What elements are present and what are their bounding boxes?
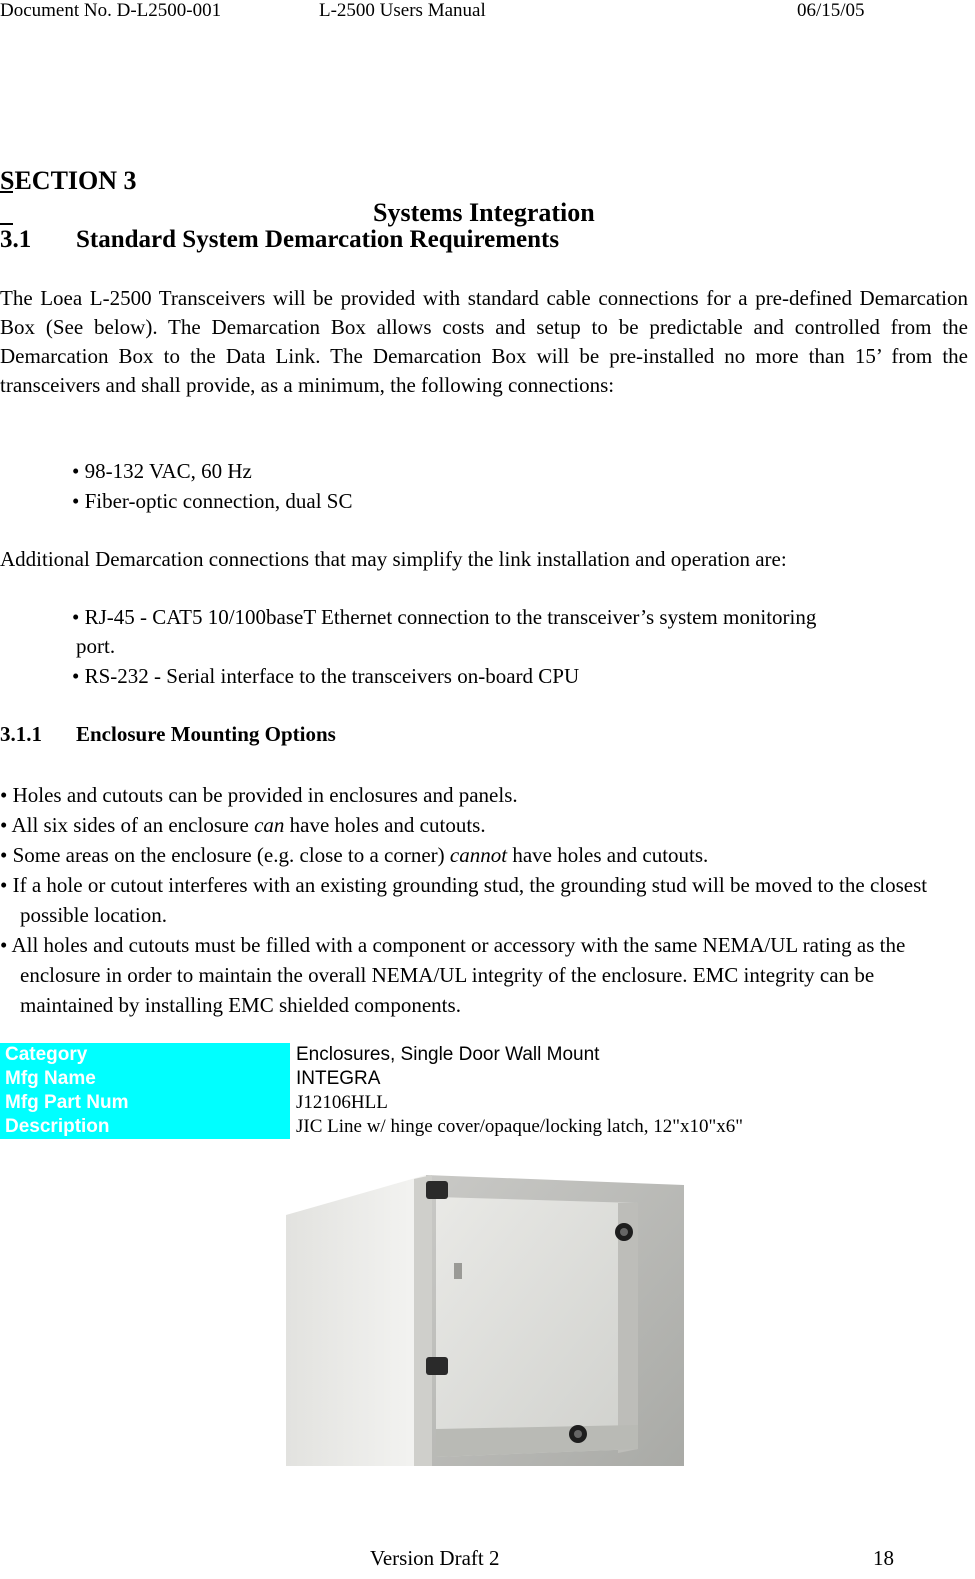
header-manual-title: L-2500 Users Manual [319,0,486,21]
footer-version: Version Draft 2 [370,1546,500,1570]
table-row [0,1067,968,1091]
list-item: • If a hole or cutout interferes with an existing grounding stud, the grounding stud will be moved to the closest possible location. [0,873,928,927]
table-row [0,1091,968,1115]
additional-intro: Additional Demarcation connections that may simplify the link installation and operation are: [0,547,787,571]
list-item: • All holes and cutouts must be filled with a component or accessory with the same NEMA/UL rating as the enclosure in order to maintain the overall NEMA/UL integrity of the enclosure. EMC integrity can be maintained by installing EMC shielded components. [0,933,906,1017]
subsubsection-title: Enclosure Mounting Options [76,722,336,746]
table-row [0,1043,968,1067]
spec-label: Mfg Part Num [0,1091,290,1115]
enclosure-illustration [286,1167,684,1466]
section-name: Systems Integration [373,198,595,227]
enclosure-photo [286,1167,684,1466]
mounting-options-list [0,780,968,1020]
additional-connection-item: port. [76,634,116,658]
required-connection-item: • 98-132 VAC, 60 Hz [72,459,252,483]
header-date: 06/15/05 [797,0,865,21]
spec-value: INTEGRA [296,1068,381,1089]
subsubsection-number: 3.1.1 [0,722,42,746]
spec-table [0,1043,968,1139]
header-doc-number: Document No. D-L2500-001 [0,0,222,21]
spec-label: Mfg Name [0,1067,290,1091]
list-item: • Some areas on the enclosure (e.g. close to a corner) cannot have holes and cutouts. [0,843,709,867]
spec-value: JIC Line w/ hinge cover/opaque/locking latch, 12"x10"x6" [296,1116,743,1137]
table-row [0,1115,968,1139]
list-item: • All six sides of an enclosure can have holes and cutouts. [0,813,486,837]
subsection-number: 3.1 [0,226,32,253]
subsection-title: Standard System Demarcation Requirements [76,226,560,253]
additional-connection-item: • RJ-45 - CAT5 10/100baseT Ethernet connection to the transceiver’s system monitoring [72,605,817,629]
section-title [0,133,622,229]
spec-label: Description [0,1115,290,1139]
list-item: • Holes and cutouts can be provided in enclosures and panels. [0,783,518,807]
additional-connection-item: • RS-232 - Serial interface to the transceivers on-board CPU [72,664,580,688]
required-connection-item: • Fiber-optic connection, dual SC [72,489,353,513]
spec-label: Category [0,1043,290,1067]
intro-paragraph: The Loea L-2500 Transceivers will be provided with standard cable connections for a pre-defined Demarcation Box (See below). The Demarcation Box allows costs and setup to be predictable and controlled from the Demarcation Box to the Data Link. The Demarcation Box will be pre-installed no more than 15’ from the transceivers and shall provide, as a minimum, the following connections: [0,286,968,397]
spec-value: Enclosures, Single Door Wall Mount [296,1044,600,1065]
spec-value: J12106HLL [296,1092,388,1113]
section-number: SECTION 3 [0,166,137,195]
footer-page-number: 18 [873,1546,894,1570]
